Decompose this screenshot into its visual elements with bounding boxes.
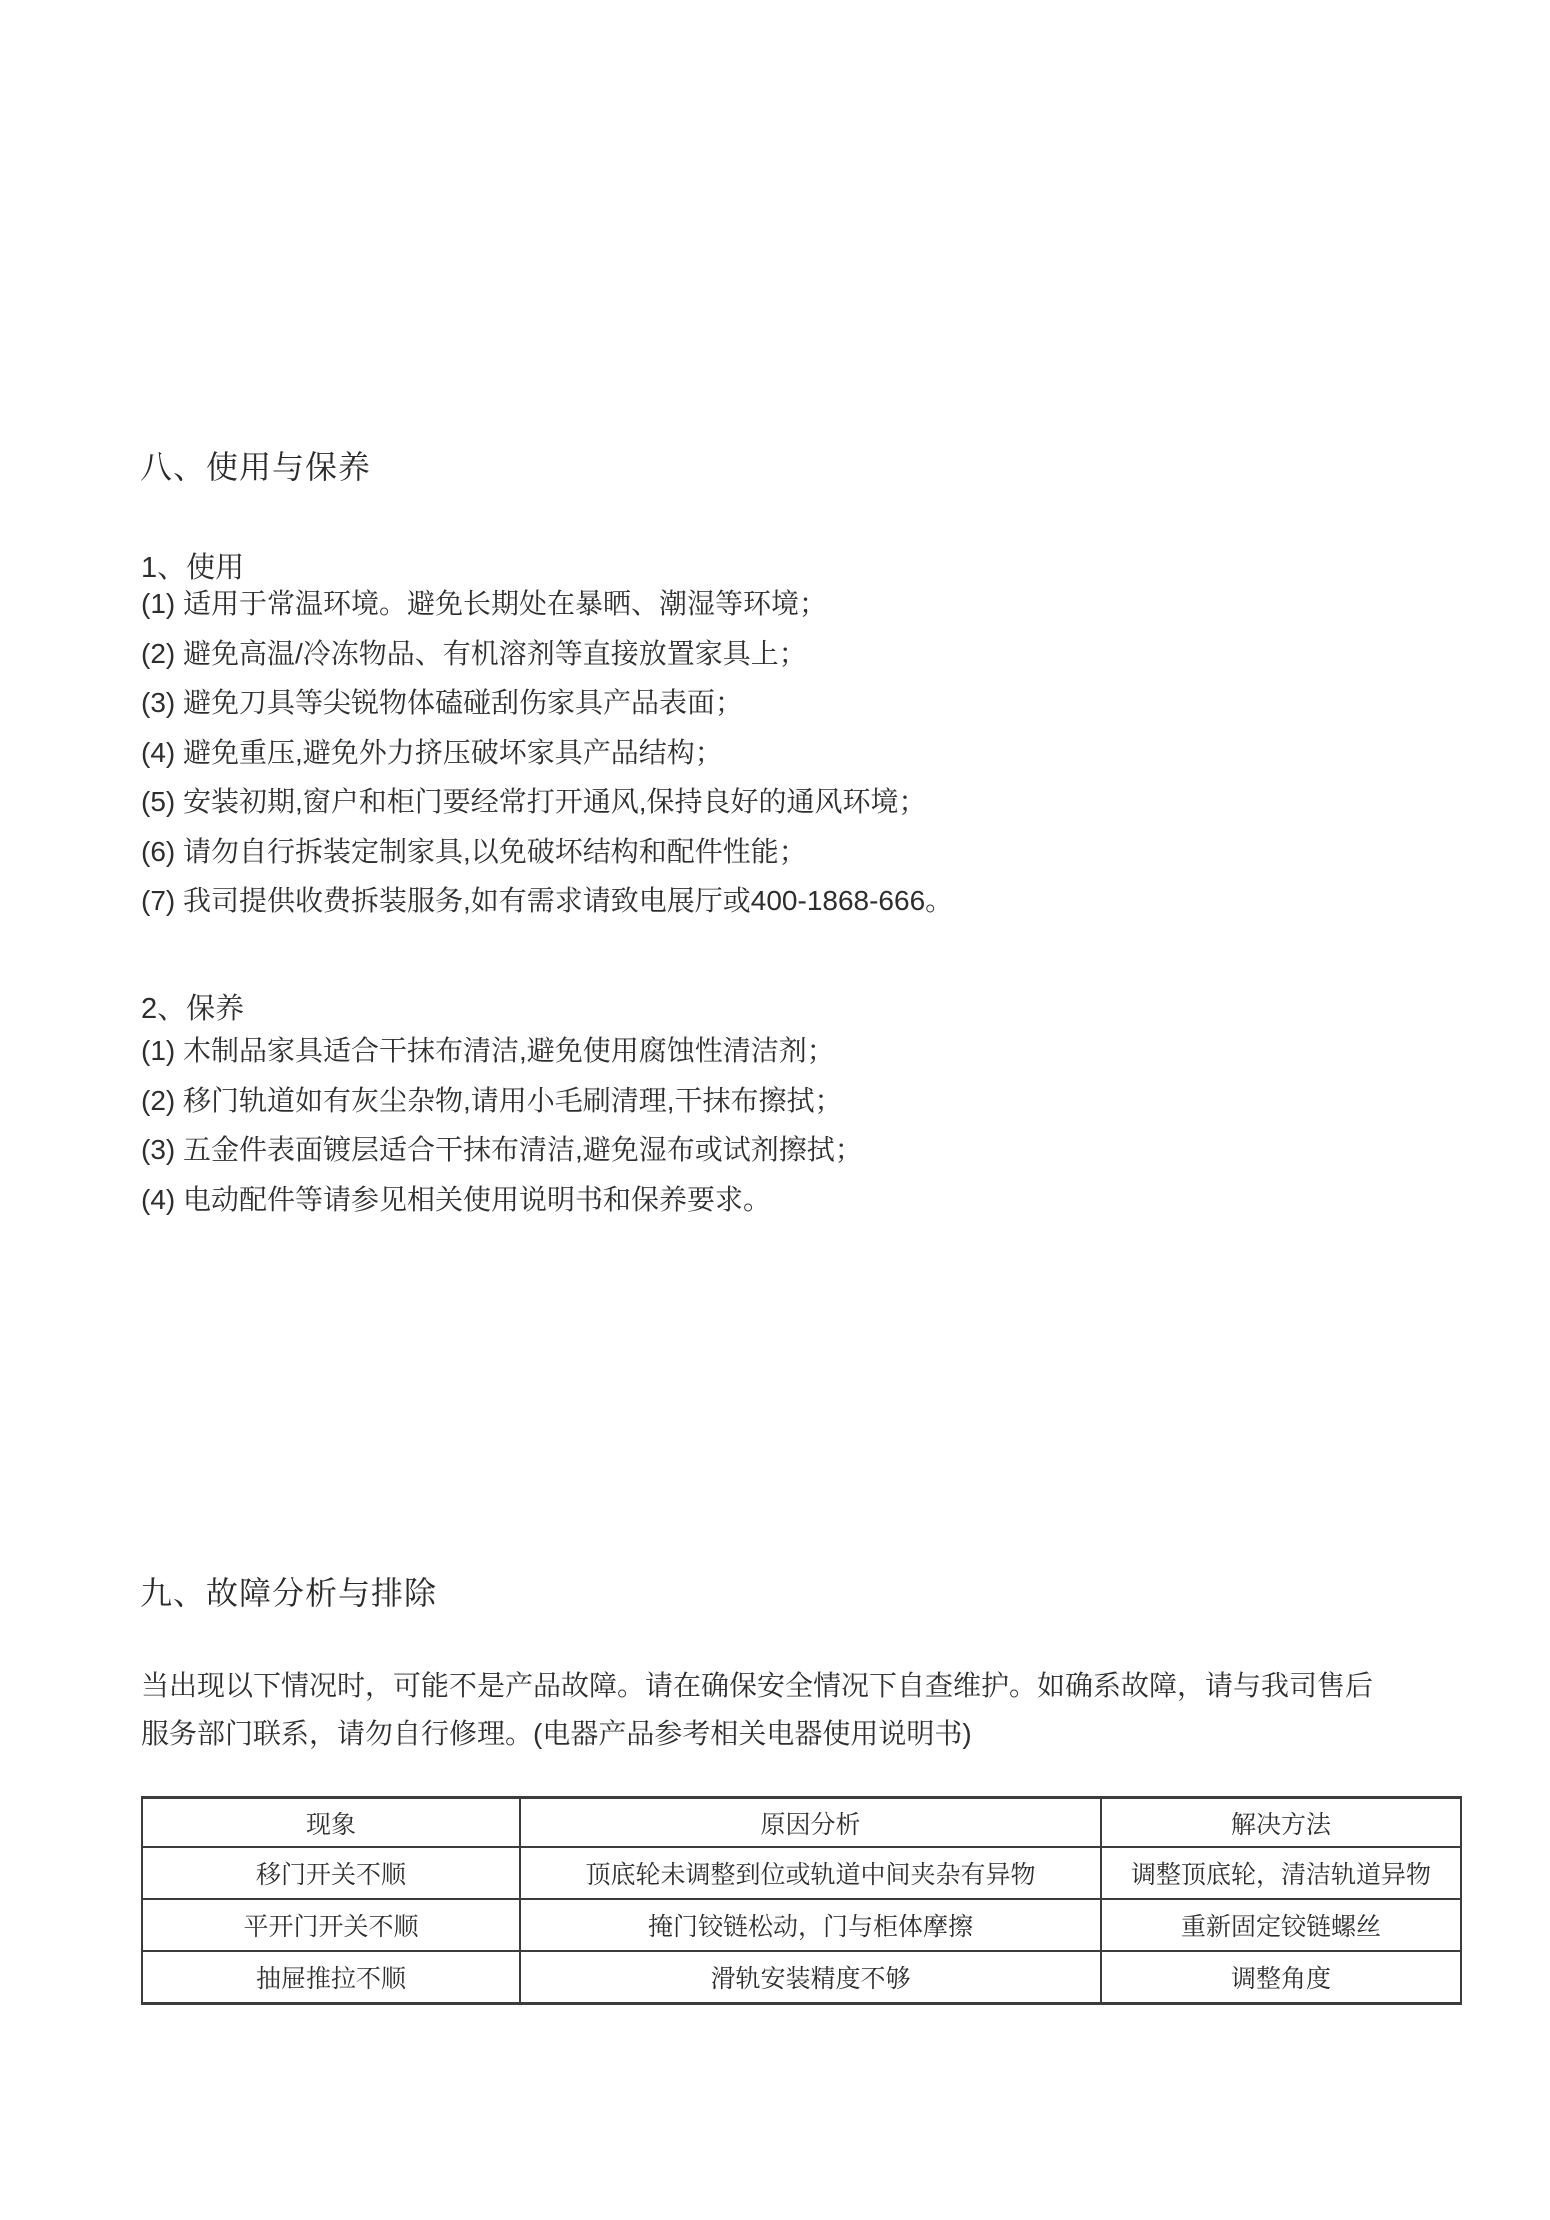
list-item: (4) 电动配件等请参见相关使用说明书和保养要求。 — [141, 1183, 772, 1215]
intro-line: 当出现以下情况时，可能不是产品故障。请在确保安全情况下自查维护。如确系故障，请与我司售后 — [141, 1670, 1374, 1701]
table-cell: 滑轨安装精度不够 — [520, 1951, 1101, 2004]
list-item: (2) 移门轨道如有灰尘杂物,请用小毛刷清理,干抹布擦拭； — [141, 1084, 843, 1116]
list-item: (6) 请勿自行拆装定制家具,以免破坏结构和配件性能； — [141, 835, 807, 867]
table-cell: 抽屉推拉不顺 — [142, 1951, 520, 2004]
table-cell: 调整顶底轮，清洁轨道异物 — [1101, 1847, 1461, 1899]
fault-intro-paragraph — [141, 1662, 1373, 1758]
table-row — [142, 1951, 1461, 2004]
list-item: (3) 五金件表面镀层适合干抹布清洁,避免湿布或试剂擦拭； — [141, 1134, 863, 1165]
table-row — [142, 1847, 1461, 1899]
list-item: (3) 避免刀具等尖锐物体磕碰刮伤家具产品表面； — [141, 687, 744, 718]
maintenance-instruction-list — [141, 1026, 863, 1224]
list-item: (5) 安装初期,窗户和柜门要经常打开通风,保持良好的通风环境； — [141, 786, 927, 817]
table-cell: 调整角度 — [1101, 1951, 1461, 2004]
subsection-title-use: 1、使用 — [141, 552, 245, 584]
section-title-use-maintenance: 八、使用与保养 — [140, 449, 372, 485]
list-item: (1) 适用于常温环境。避免长期处在暴晒、潮湿等环境； — [141, 588, 828, 619]
use-instruction-list — [141, 579, 953, 926]
table-header-solution: 解决方法 — [1101, 1798, 1461, 1848]
list-item: (1) 木制品家具适合干抹布清洁,避免使用腐蚀性清洁剂； — [141, 1035, 835, 1066]
table-row — [142, 1899, 1461, 1951]
table-header-row — [142, 1798, 1461, 1848]
subsection-title-maintenance: 2、保养 — [141, 993, 245, 1025]
table-header-cause: 原因分析 — [520, 1798, 1101, 1848]
table-cell: 平开门开关不顺 — [142, 1899, 520, 1951]
fault-analysis-table — [141, 1796, 1462, 2005]
table-header-phenomenon: 现象 — [142, 1798, 520, 1848]
table-cell: 掩门铰链松动，门与柜体摩擦 — [520, 1899, 1101, 1951]
intro-line: 服务部门联系，请勿自行修理。(电器产品参考相关电器使用说明书) — [141, 1718, 972, 1749]
table-cell: 重新固定铰链螺丝 — [1101, 1899, 1461, 1951]
table-cell: 顶底轮未调整到位或轨道中间夹杂有异物 — [520, 1847, 1101, 1899]
list-item: (7) 我司提供收费拆装服务,如有需求请致电展厅或400-1868-666。 — [141, 885, 954, 916]
list-item: (4) 避免重压,避免外力挤压破坏家具产品结构； — [141, 736, 723, 768]
section-title-fault-analysis: 九、故障分析与排除 — [140, 1575, 438, 1611]
table-cell: 移门开关不顺 — [142, 1847, 520, 1899]
list-item: (2) 避免高温/冷冻物品、有机溶剂等直接放置家具上； — [141, 637, 807, 669]
